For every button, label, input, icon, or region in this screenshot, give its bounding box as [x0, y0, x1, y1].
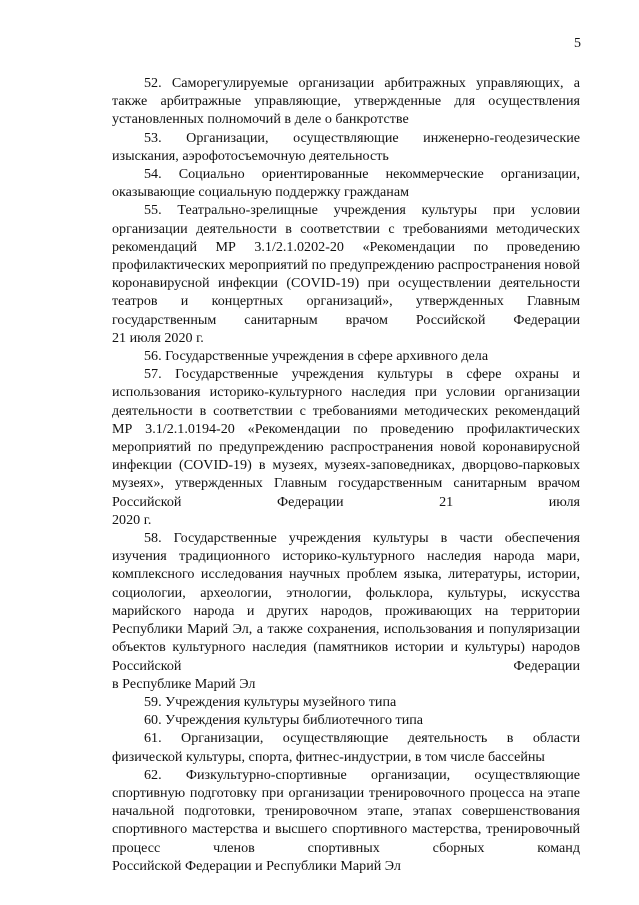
- item-53-last-line: изыскания, аэрофотосъемочную деятельность: [112, 147, 389, 164]
- list-item-53: [112, 129, 580, 165]
- item-52-last-line: установленных полномочий в деле о банкротстве: [112, 111, 409, 128]
- item-53-text: 53. Организации, осуществляющие инженерно-геодезические: [144, 129, 580, 146]
- item-61-text: 61. Организации, осуществляющие деятельность в области: [144, 730, 580, 747]
- list-item-57: [112, 365, 580, 529]
- item-62-last-line: Российской Федерации и Республики Марий Эл: [112, 857, 401, 874]
- item-54-last-line: оказывающие социальную поддержку гражданам: [112, 184, 410, 201]
- item-58-last-line: в Республике Марий Эл: [112, 675, 256, 692]
- item-55-last-line: 21 июля 2020 г.: [112, 329, 204, 346]
- list-item-59: [112, 693, 580, 711]
- page-number: 5: [574, 36, 581, 51]
- list-item-56: [112, 347, 580, 365]
- item-57-text: 57. Государственные учреждения культуры в сфере охраны и использования историко-культурного наследия при условии организации деятельности в соответствии с требованиями методических рекомендаций МР 3.1/2.1.0194-20 «Рекомендации по проведению профилактических мероприятий по предупреждению распространения новой коронавирусной инфекции (COVID-19) в музеях, музеях-заповедниках, дворцово-парковых музеях», утвержденных Главным государственным санитарным врачом Российской Федерации 21 июля: [112, 366, 580, 510]
- list-item-52: [112, 74, 580, 129]
- list-item-58: [112, 529, 580, 693]
- item-55-text: 55. Театрально-зрелищные учреждения культуры при условии организации деятельности в соответствии с требованиями методических рекомендаций МР 3.1/2.1.0202-20 «Рекомендации по проведению профилактических мероприятий по предупреждению распространения новой коронавирусной инфекции (COVID-19) при осуществлении деятельности театров и концертных организаций», утвержденных Главным государственным санитарным врачом Российской Федерации: [112, 202, 580, 328]
- item-54-text: 54. Социально ориентированные некоммерческие организации,: [144, 166, 580, 183]
- list-item-60: [112, 711, 580, 729]
- item-52-text: 52. Саморегулируемые организации арбитражных управляющих, а также арбитражные управляющие, утвержденные для осуществления: [112, 75, 580, 110]
- item-62-text: 62. Физкультурно-спортивные организации, осуществляющие спортивную подготовку при организации тренировочного процесса на этапе начальной подготовки, тренировочном этапе, этапах совершенствования спортивного мастерства и высшего спортивного мастерства, тренировочный процесс членов спортивных сборных команд: [112, 766, 580, 856]
- document-body: [112, 74, 580, 875]
- list-item-54: [112, 165, 580, 201]
- list-item-62: [112, 766, 580, 875]
- list-item-55: [112, 201, 580, 347]
- item-58-text: 58. Государственные учреждения культуры в части обеспечения изучения традиционного историко-культурного наследия народа мари, комплексного исследования научных проблем языка, литературы, истории, социологии, археологии, этнологии, фольклора, культуры, искусства марийского народа и других народов, проживающих на территории Республики Марий Эл, а также сохранения, использования и популяризации объектов культурного наследия (памятников истории и культуры) народов Российской Федерации: [112, 530, 580, 674]
- item-60-text: 60. Учреждения культуры библиотечного типа: [144, 712, 424, 729]
- item-56-text: 56. Государственные учреждения в сфере архивного дела: [144, 348, 489, 365]
- item-59-text: 59. Учреждения культуры музейного типа: [144, 693, 397, 710]
- list-item-61: [112, 729, 580, 765]
- item-61-last-line: физической культуры, спорта, фитнес-индустрии, в том числе бассейны: [112, 748, 545, 765]
- item-57-last-line: 2020 г.: [112, 511, 152, 528]
